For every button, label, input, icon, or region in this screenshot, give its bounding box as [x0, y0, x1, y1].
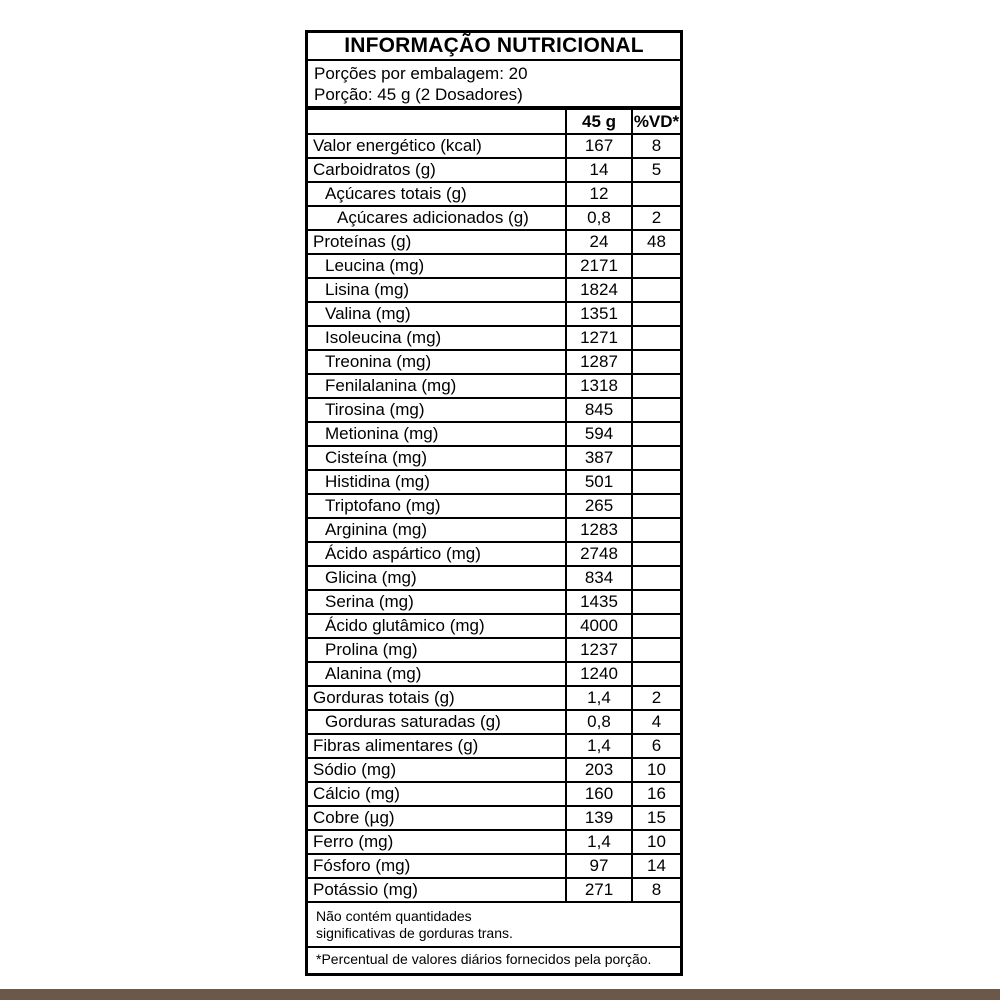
table-row	[308, 879, 680, 903]
table-row	[308, 375, 680, 399]
header-daily-value: %VD*	[631, 110, 680, 133]
row-label: Fenilalanina (mg)	[325, 376, 457, 395]
table-row	[308, 639, 680, 663]
row-label: Ferro (mg)	[313, 832, 394, 851]
row-label: Açúcares adicionados (g)	[337, 208, 529, 227]
row-daily-value	[631, 447, 680, 469]
row-label: Proteínas (g)	[313, 232, 412, 251]
row-daily-value	[631, 663, 680, 685]
row-amount-value: 1271	[565, 327, 631, 349]
row-amount-value: 1824	[565, 279, 631, 301]
table-row	[308, 543, 680, 567]
table-row	[308, 135, 680, 159]
nutrition-label	[305, 30, 683, 976]
daily-value-footnote: *Percentual de valores diários fornecidos pela porção.	[316, 951, 652, 967]
header-amount: 45 g	[565, 110, 631, 133]
row-label: Alanina (mg)	[325, 664, 422, 683]
row-daily-value: 15	[631, 807, 680, 829]
row-label: Sódio (mg)	[313, 760, 397, 779]
row-label: Ácido glutâmico (mg)	[325, 616, 485, 635]
row-amount-value: 0,8	[565, 207, 631, 229]
row-daily-value	[631, 543, 680, 565]
row-daily-value	[631, 351, 680, 373]
row-daily-value: 6	[631, 735, 680, 757]
row-daily-value	[631, 279, 680, 301]
row-daily-value: 8	[631, 135, 680, 157]
row-daily-value: 10	[631, 831, 680, 853]
nutrition-label-title: INFORMAÇÃO NUTRICIONAL	[308, 33, 680, 61]
row-amount-value: 501	[565, 471, 631, 493]
row-amount-value: 12	[565, 183, 631, 205]
table-row	[308, 831, 680, 855]
table-row	[308, 783, 680, 807]
table-row	[308, 255, 680, 279]
table-row	[308, 207, 680, 231]
row-daily-value: 16	[631, 783, 680, 805]
row-daily-value	[631, 399, 680, 421]
row-daily-value: 8	[631, 879, 680, 901]
row-amount-value: 24	[565, 231, 631, 253]
row-amount-value: 1,4	[565, 735, 631, 757]
row-amount-value: 1287	[565, 351, 631, 373]
row-label: Glicina (mg)	[325, 568, 417, 587]
row-label: Metionina (mg)	[325, 424, 439, 443]
row-amount-value: 139	[565, 807, 631, 829]
bottom-bar	[0, 989, 1000, 1000]
row-label: Cisteína (mg)	[325, 448, 428, 467]
row-daily-value: 10	[631, 759, 680, 781]
table-row	[308, 687, 680, 711]
row-daily-value	[631, 255, 680, 277]
row-label: Ácido aspártico (mg)	[325, 544, 481, 563]
row-label: Gorduras saturadas (g)	[325, 712, 501, 731]
row-label: Fibras alimentares (g)	[313, 736, 479, 755]
row-amount-value: 2748	[565, 543, 631, 565]
table-row	[308, 567, 680, 591]
row-amount-value: 1435	[565, 591, 631, 613]
row-label: Treonina (mg)	[325, 352, 432, 371]
trans-fat-note-line2: significativas de gorduras trans.	[316, 925, 513, 941]
row-amount-value: 203	[565, 759, 631, 781]
row-label: Carboidratos (g)	[313, 160, 436, 179]
row-daily-value	[631, 327, 680, 349]
table-row	[308, 159, 680, 183]
row-label: Arginina (mg)	[325, 520, 428, 539]
table-row	[308, 855, 680, 879]
serving-size: Porção: 45 g (2 Dosadores)	[314, 85, 523, 104]
row-daily-value: 48	[631, 231, 680, 253]
row-label: Prolina (mg)	[325, 640, 418, 659]
row-label: Lisina (mg)	[325, 280, 410, 299]
serving-info	[308, 61, 680, 110]
row-amount-value: 845	[565, 399, 631, 421]
row-daily-value: 5	[631, 159, 680, 181]
table-row	[308, 279, 680, 303]
trans-fat-note	[308, 903, 680, 948]
row-label: Leucina (mg)	[325, 256, 425, 275]
row-amount-value: 1351	[565, 303, 631, 325]
row-amount-value: 1,4	[565, 687, 631, 709]
row-label: Valor energético (kcal)	[313, 136, 482, 155]
row-amount-value: 1283	[565, 519, 631, 541]
table-row	[308, 231, 680, 255]
row-amount-value: 834	[565, 567, 631, 589]
row-label: Tirosina (mg)	[325, 400, 425, 419]
row-amount-value: 271	[565, 879, 631, 901]
row-daily-value: 14	[631, 855, 680, 877]
row-daily-value: 4	[631, 711, 680, 733]
table-header-row	[308, 110, 680, 135]
row-amount-value: 1,4	[565, 831, 631, 853]
row-label: Serina (mg)	[325, 592, 414, 611]
row-amount-value: 1237	[565, 639, 631, 661]
row-label: Potássio (mg)	[313, 880, 418, 899]
table-row	[308, 711, 680, 735]
row-label: Triptofano (mg)	[325, 496, 441, 515]
row-daily-value	[631, 615, 680, 637]
row-amount-value: 387	[565, 447, 631, 469]
table-row	[308, 735, 680, 759]
row-label: Valina (mg)	[325, 304, 411, 323]
table-row	[308, 495, 680, 519]
trans-fat-note-line1: Não contém quantidades	[316, 908, 472, 924]
row-daily-value	[631, 591, 680, 613]
nutrition-table-body	[308, 135, 680, 903]
row-amount-value: 2171	[565, 255, 631, 277]
table-row	[308, 759, 680, 783]
table-row	[308, 471, 680, 495]
row-label: Histidina (mg)	[325, 472, 430, 491]
table-row	[308, 423, 680, 447]
row-daily-value	[631, 567, 680, 589]
row-label: Cálcio (mg)	[313, 784, 400, 803]
row-amount-value: 160	[565, 783, 631, 805]
row-amount-value: 265	[565, 495, 631, 517]
row-label: Cobre (µg)	[313, 808, 395, 827]
table-row	[308, 615, 680, 639]
row-amount-value: 594	[565, 423, 631, 445]
row-daily-value	[631, 471, 680, 493]
row-daily-value: 2	[631, 207, 680, 229]
row-daily-value	[631, 519, 680, 541]
row-daily-value	[631, 495, 680, 517]
row-label: Fósforo (mg)	[313, 856, 411, 875]
row-amount-value: 14	[565, 159, 631, 181]
row-label: Isoleucina (mg)	[325, 328, 442, 347]
table-row	[308, 399, 680, 423]
row-amount-value: 0,8	[565, 711, 631, 733]
row-daily-value	[631, 303, 680, 325]
table-row	[308, 183, 680, 207]
row-amount-value: 4000	[565, 615, 631, 637]
table-row	[308, 303, 680, 327]
row-label: Açúcares totais (g)	[325, 184, 467, 203]
row-amount-value: 97	[565, 855, 631, 877]
table-row	[308, 519, 680, 543]
row-daily-value	[631, 423, 680, 445]
row-amount-value: 1240	[565, 663, 631, 685]
table-row	[308, 591, 680, 615]
table-row	[308, 447, 680, 471]
row-amount-value: 1318	[565, 375, 631, 397]
row-daily-value: 2	[631, 687, 680, 709]
table-row	[308, 663, 680, 687]
row-daily-value	[631, 183, 680, 205]
table-row	[308, 327, 680, 351]
servings-per-package: Porções por embalagem: 20	[314, 64, 528, 83]
header-empty-cell	[308, 110, 565, 133]
row-amount-value: 167	[565, 135, 631, 157]
row-label: Gorduras totais (g)	[313, 688, 455, 707]
table-row	[308, 351, 680, 375]
row-daily-value	[631, 375, 680, 397]
table-row	[308, 807, 680, 831]
row-daily-value	[631, 639, 680, 661]
